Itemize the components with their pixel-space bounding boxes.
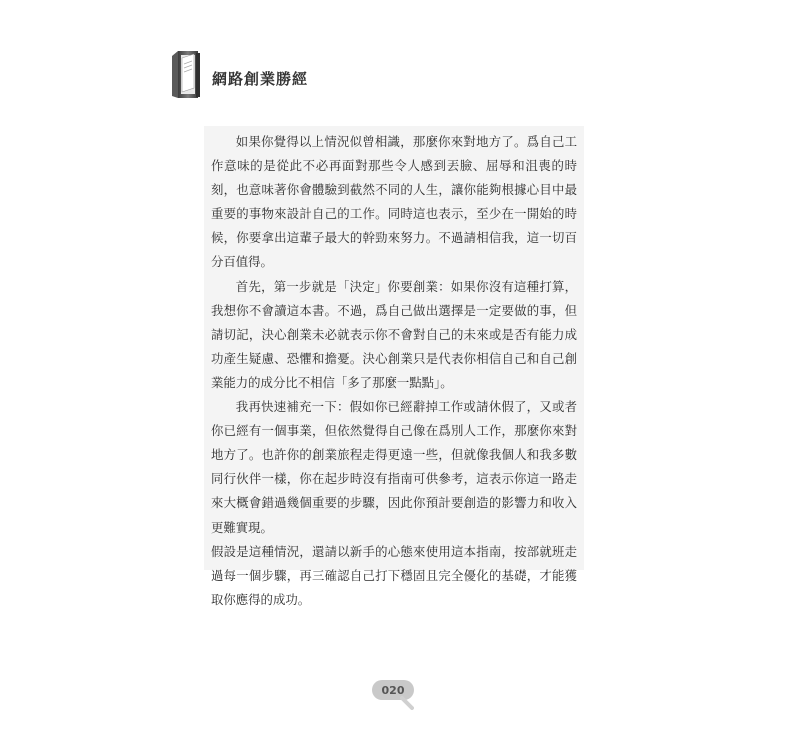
book-icon	[170, 48, 204, 100]
page-number: 020	[372, 680, 414, 700]
magnifier-handle-icon	[400, 696, 414, 710]
paragraph-3: 我再快速補充一下：假如你已經辭掉工作或請休假了，又或者你已經有一個事業，但依然覺得自己像在爲別人工作，那麼你來對地方了。也許你的創業旅程走得更遠一些，但就像我個人和我多數同行伙伴一樣，你在起步時沒有指南可供參考，這表示你這一路走來大概會錯過幾個重要的步驟，因此你預計要創造的影響力和收入更難實現。	[211, 399, 577, 535]
page-number-badge	[372, 680, 418, 710]
page-header	[170, 48, 308, 100]
paragraph-4: 假設是這種情況，還請以新手的心態來使用這本指南，按部就班走過每一個步驟，再三確認自己打下穩固且完全優化的基礎，才能獲取你應得的成功。	[211, 543, 577, 607]
paragraph-1: 如果你覺得以上情況似曾相識，那麼你來對地方了。爲自己工作意味的是從此不必再面對那些令人感到丟臉、屈辱和沮喪的時刻，也意味著你會體驗到截然不同的人生，讓你能夠根據心目中最重要的事物來設計自己的工作。同時這也表示，至少在一開始的時候，你要拿出這輩子最大的幹勁來努力。不過請相信我，這一切百分百值得。	[211, 134, 577, 270]
page-title: 網路創業勝經	[212, 69, 309, 88]
paragraph-2: 首先，第一步就是「決定」你要創業：如果你沒有這種打算，我想你不會讀這本書。不過，爲自己做出選擇是一定要做的事，但請切記，決心創業未必就表示你不會對自己的未來或是否有能力成功產生疑慮、恐懼和擔憂。決心創業只是代表你相信自己和自己創業能力的成分比不相信「多了那麼一點點」。	[211, 278, 577, 390]
body-text	[211, 130, 577, 612]
